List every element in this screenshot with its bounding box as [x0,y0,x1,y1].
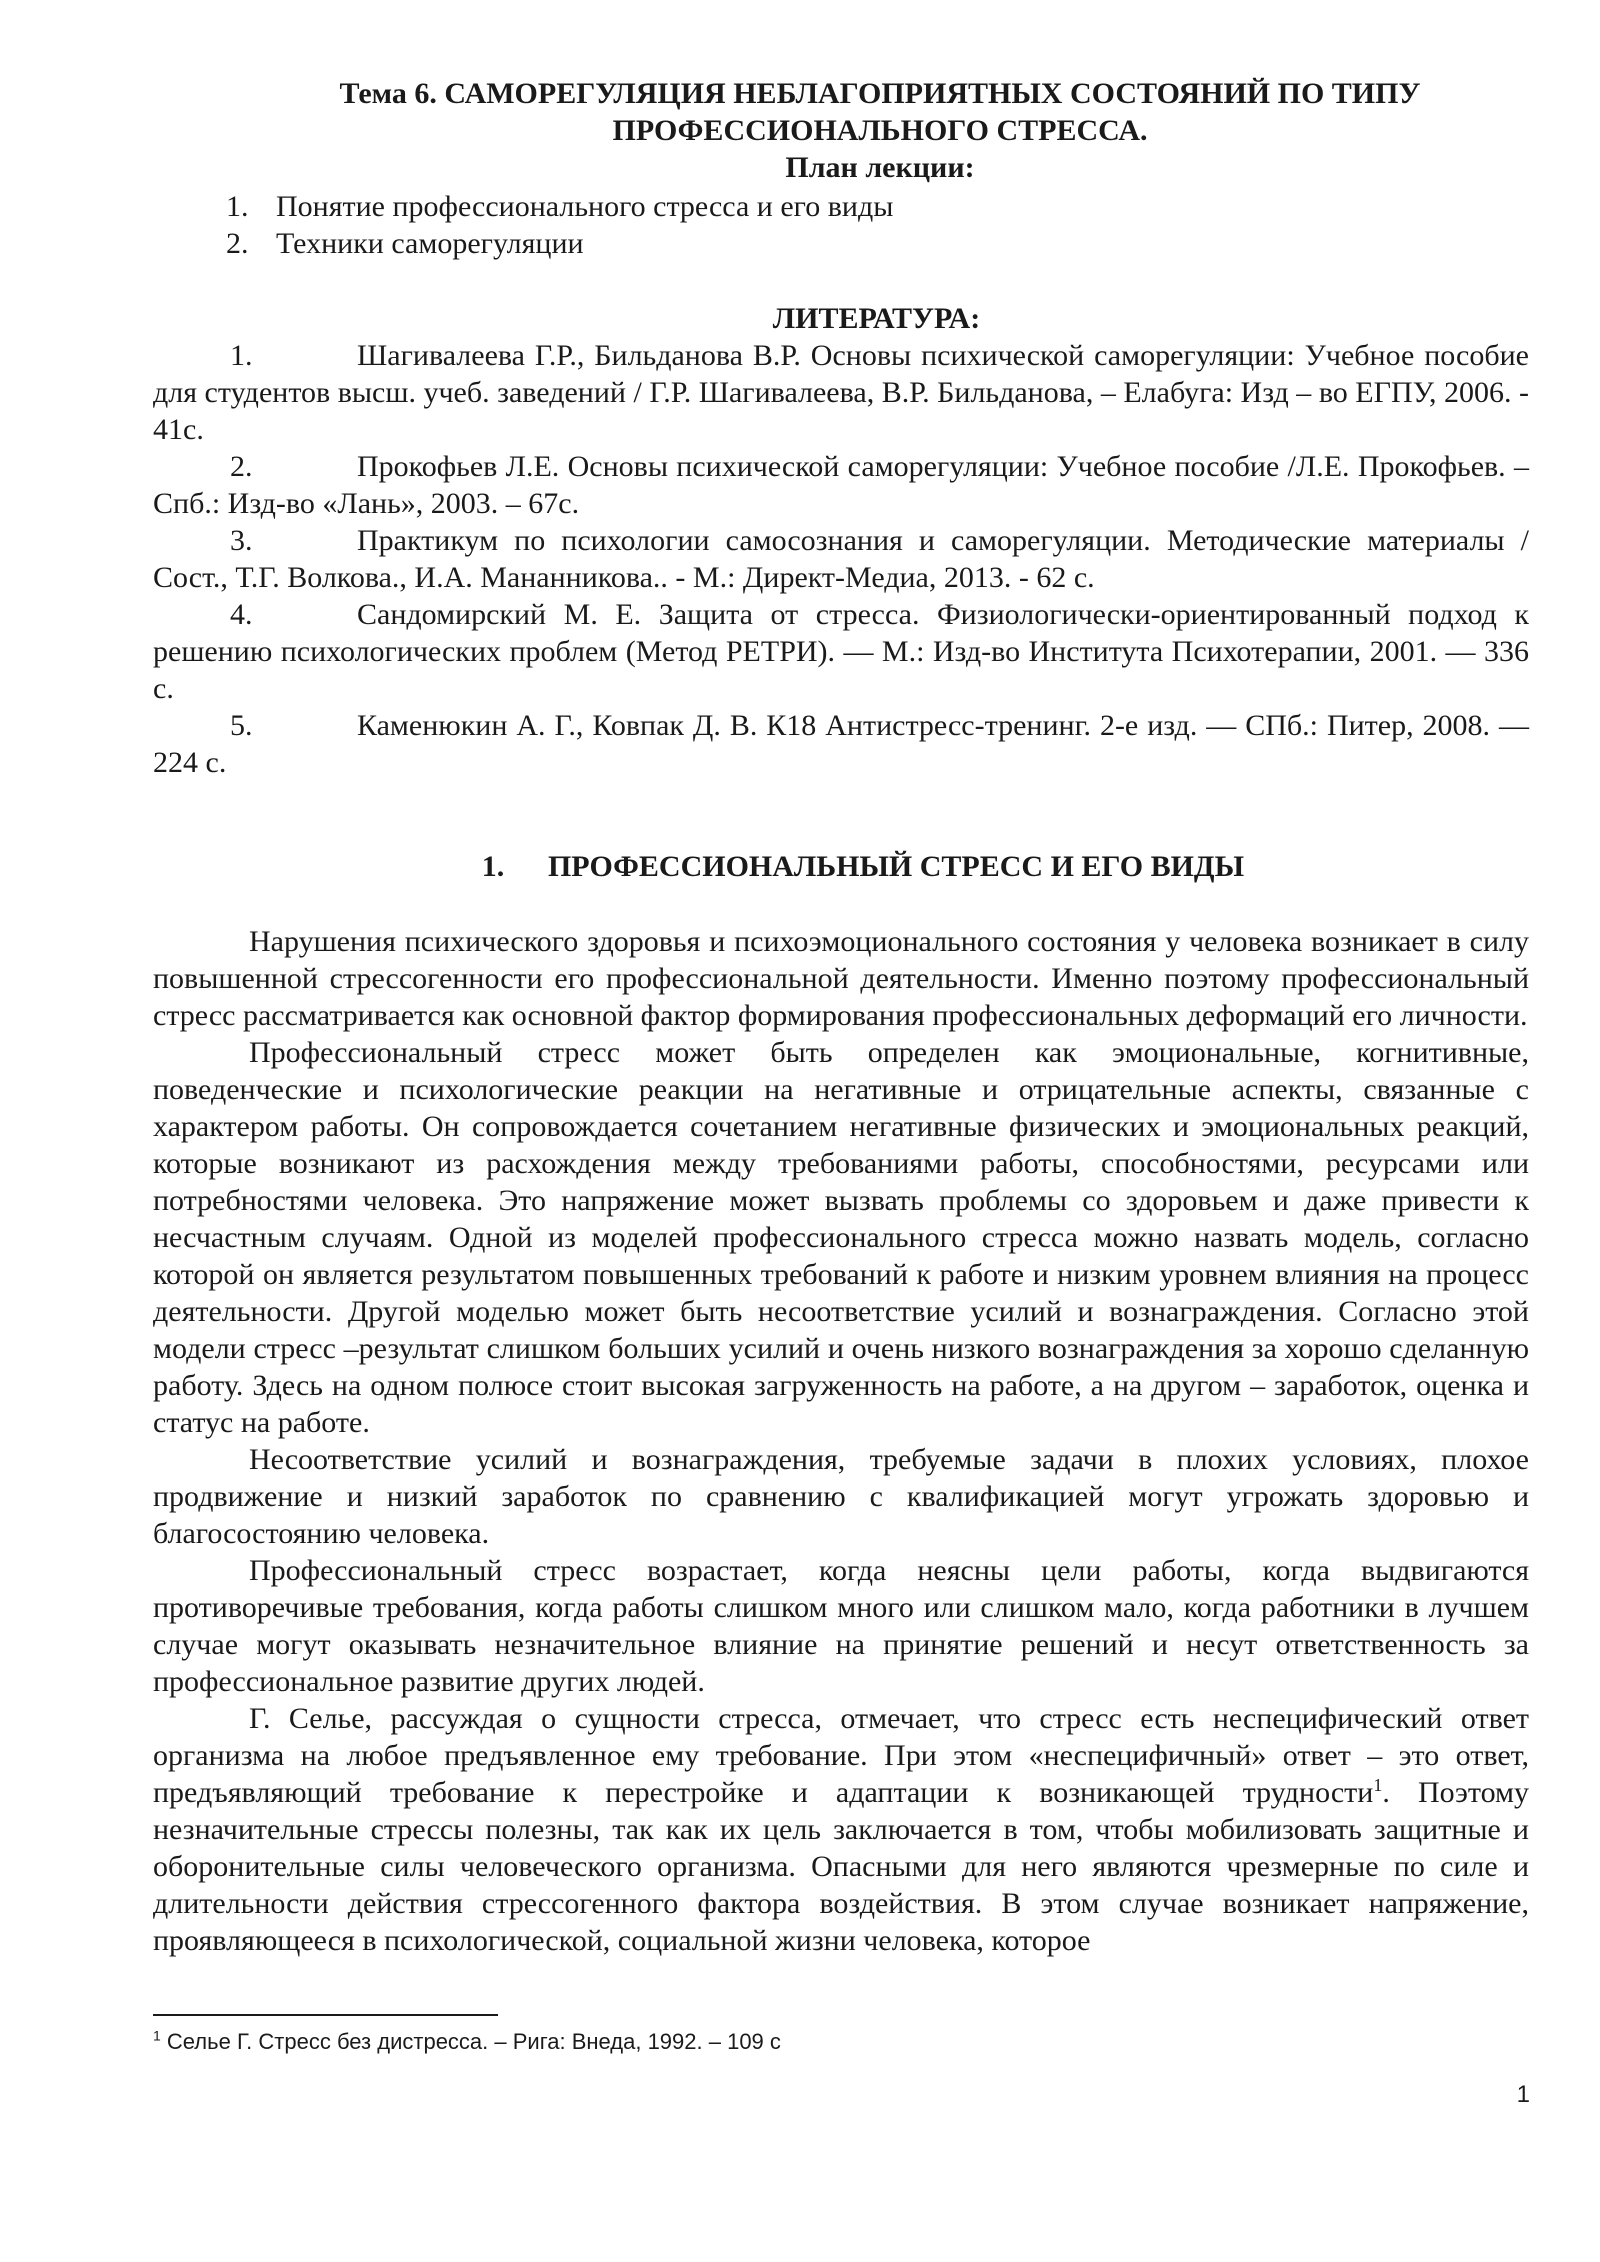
list-item [226,225,1426,262]
literature-heading: ЛИТЕРАТУРА: [772,302,981,335]
section-title: ПРОФЕССИОНАЛЬНЫЙ СТРЕСС И ЕГО ВИДЫ [547,850,1245,883]
literature-item-number: 5. [230,709,253,742]
document-title [260,75,1500,186]
list-item-text: Понятие профессионального стресса и его виды [276,190,894,223]
paragraph-selye [153,1700,1529,1959]
literature-item-text: Прокофьев Л.Е. Основы психической саморегуляции: Учебное пособие /Л.Е. Прокофьев. – Спб.: Изд-во «Лань», 2003. – 67с. [153,450,1529,520]
body-text [153,923,1529,1959]
lecture-plan-list [226,188,1426,262]
literature-item-number: 1. [230,339,253,372]
list-item-number: 2. [226,227,249,260]
footnote-divider [153,2014,498,2016]
list-item [226,188,1426,225]
paragraph-text-part1: Г. Селье, рассуждая о сущности стресса, отмечает, что стресс есть неспецифический ответ организма на любое предъявленное ему требование. При этом «неспецифичный» ответ – это ответ, предъявляющий требование к перестройке и адаптации к возникающей трудности [153,1702,1529,1809]
literature-item-text: Практикум по психологии самосознания и саморегуляции. Методические материалы / Сост., Т.Г. Волкова., И.А. Мананникова.. - М.: Директ-Медиа, 2013. - 62 с. [153,524,1529,594]
footnote-marker: 1 [153,2027,161,2044]
literature-item-text: Каменюкин А. Г., Ковпак Д. В. К18 Антистресс-тренинг. 2-е изд. — СПб.: Питер, 2008. — 224 с. [153,709,1529,779]
literature-item [153,596,1529,707]
paragraph: Профессиональный стресс возрастает, когда неясны цели работы, когда выдвигаются противоречивые требования, когда работы слишком много или слишком мало, когда работники в лучшем случае могут оказывать незначительное влияние на принятие решений и несут ответственность за профессиональное развитие других людей. [153,1554,1529,1698]
literature-item-number: 2. [230,450,253,483]
list-item-text: Техники саморегуляции [276,227,584,260]
literature-item-number: 4. [230,598,253,631]
literature-item-text: Сандомирский М. Е. Защита от стресса. Физиологически-ориентированный подход к решению психологических проблем (Метод РЕТРИ). — М.: Изд-во Института Психотерапии, 2001. — 336 с. [153,598,1529,705]
literature-item [153,337,1529,448]
title-line-2: ПРОФЕССИОНАЛЬНОГО СТРЕССА. [612,114,1148,147]
paragraph: Несоответствие усилий и вознаграждения, требуемые задачи в плохих условиях, плохое продвижение и низкий заработок по сравнению с квалификацией могут угрожать здоровью и благосостоянию человека. [153,1443,1529,1550]
section-heading [153,848,1529,885]
section-number: 1. [481,850,505,883]
footnote-text: Селье Г. Стресс без дистресса. – Рига: Внеда, 1992. – 109 с [160,2029,781,2054]
list-item-number: 1. [226,190,249,223]
literature-item [153,522,1529,596]
paragraph: Нарушения психического здоровья и психоэмоционального состояния у человека возникает в силу повышенной стрессогенности его профессиональной деятельности. Именно поэтому профессиональный стресс рассматривается как основной фактор формирования профессиональных деформаций его личности. [153,925,1529,1032]
footnote [153,2027,1529,2057]
paragraph: Профессиональный стресс может быть определен как эмоциональные, когнитивные, поведенческие и психологические реакции на негативные и отрицательные аспекты, связанные с характером работы. Он сопровождается сочетанием негативные физических и эмоциональных реакций, которые возникают из расхождения между требованиями работы, способностями, ресурсами или потребностями человека. Это напряжение может вызвать проблемы со здоровьем и даже привести к несчастным случаям. Одной из моделей профессионального стресса можно назвать модель, согласно которой он является результатом повышенных требований к работе и низким уровнем влияния на процесс деятельности. Другой моделью может быть несоответствие усилий и вознаграждения. Согласно этой модели стресс –результат слишком больших усилий и очень низкого вознаграждения за хорошо сделанную работу. Здесь на одном полюсе стоит высокая загруженность на работе, а на другом – заработок, оценка и статус на работе. [153,1036,1529,1439]
literature-item [153,448,1529,522]
paragraph-text-part2: . Поэтому незначительные стрессы полезны, так как их цель заключается в том, чтобы мобилизовать защитные и оборонительные силы человеческого организма. Опасными для него являются чрезмерные по силе и длительности действия стрессогенного фактора воздействия. В этом случае возникает напряжение, проявляющееся в психологической, социальной жизни человека, которое [153,1776,1529,1957]
literature-item-number: 3. [230,524,253,557]
literature-item-text: Шагивалеева Г.Р., Бильданова В.Р. Основы психической саморегуляции: Учебное пособие для студентов высш. учеб. заведений / Г.Р. Шагивалеева, В.Р. Бильданова, – Елабуга: Изд – во ЕГПУ, 2006. - 41с. [153,339,1529,446]
footnote-reference[interactable]: 1 [1373,1775,1383,1795]
literature-list [153,337,1529,781]
literature-item [153,707,1529,781]
title-line-1: Тема 6. САМОРЕГУЛЯЦИЯ НЕБЛАГОПРИЯТНЫХ СОСТОЯНИЙ ПО ТИПУ [339,77,1421,110]
page-number: 1 [1516,2081,1530,2108]
plan-heading: План лекции: [785,151,975,184]
